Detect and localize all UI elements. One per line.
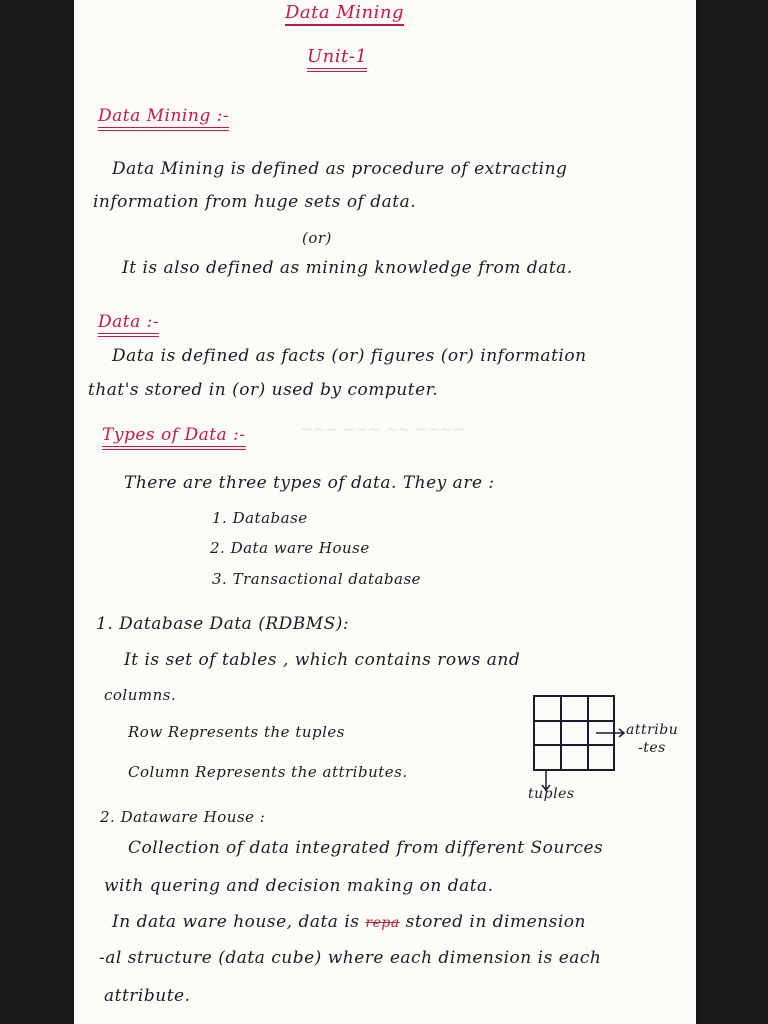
- attributes-arrow: [596, 729, 624, 737]
- section-heading-data: Data :-: [98, 312, 159, 332]
- types-item-database: 1. Database: [212, 509, 308, 527]
- database-row-definition: Row Represents the tuples: [128, 723, 345, 741]
- data-definition-2: that's stored in (or) used by computer.: [88, 380, 439, 400]
- data-mining-definition-3: It is also defined as mining knowledge from data.: [122, 258, 573, 278]
- tuples-label: tuples: [528, 786, 575, 802]
- notebook-page: [74, 0, 696, 1024]
- section-heading-data-mining: Data Mining :-: [98, 106, 229, 126]
- data-definition-1: Data is defined as facts (or) figures (or) information: [112, 346, 587, 366]
- unit-label: Unit-1: [307, 46, 367, 67]
- types-item-transactional-database: 3. Transactional database: [212, 570, 422, 588]
- page-title: Data Mining: [285, 2, 404, 23]
- warehouse-line-1: Collection of data integrated from different Sources: [128, 838, 604, 858]
- struck-through-word: repa: [365, 915, 400, 931]
- or-connector: (or): [302, 229, 332, 247]
- attributes-label-1: attribu: [626, 722, 679, 738]
- data-mining-definition-2: information from huge sets of data.: [93, 192, 417, 212]
- attributes-label-2: -tes: [638, 740, 666, 756]
- database-line-1: It is set of tables , which contains rows and: [124, 650, 521, 670]
- database-line-2: columns.: [104, 686, 177, 704]
- warehouse-line-5: attribute.: [104, 986, 191, 1006]
- types-intro: There are three types of data. They are :: [124, 473, 495, 493]
- database-heading: 1. Database Data (RDBMS):: [96, 614, 350, 634]
- warehouse-heading: 2. Dataware House :: [100, 808, 266, 826]
- warehouse-line-2: with quering and decision making on data.: [104, 876, 494, 896]
- types-item-data-warehouse: 2. Data ware House: [210, 539, 370, 557]
- bleed-through-text: ~~~ ~~~ ~~ ~~~~: [300, 420, 466, 438]
- data-mining-definition-1: Data Mining is defined as procedure of extracting: [112, 159, 568, 179]
- database-column-definition: Column Represents the attributes.: [128, 763, 408, 781]
- warehouse-line-4: -al structure (data cube) where each dimension is each: [99, 948, 602, 968]
- warehouse-line-3: In data ware house, data is repa stored in dimension: [112, 912, 586, 932]
- section-heading-types-of-data: Types of Data :-: [102, 425, 246, 445]
